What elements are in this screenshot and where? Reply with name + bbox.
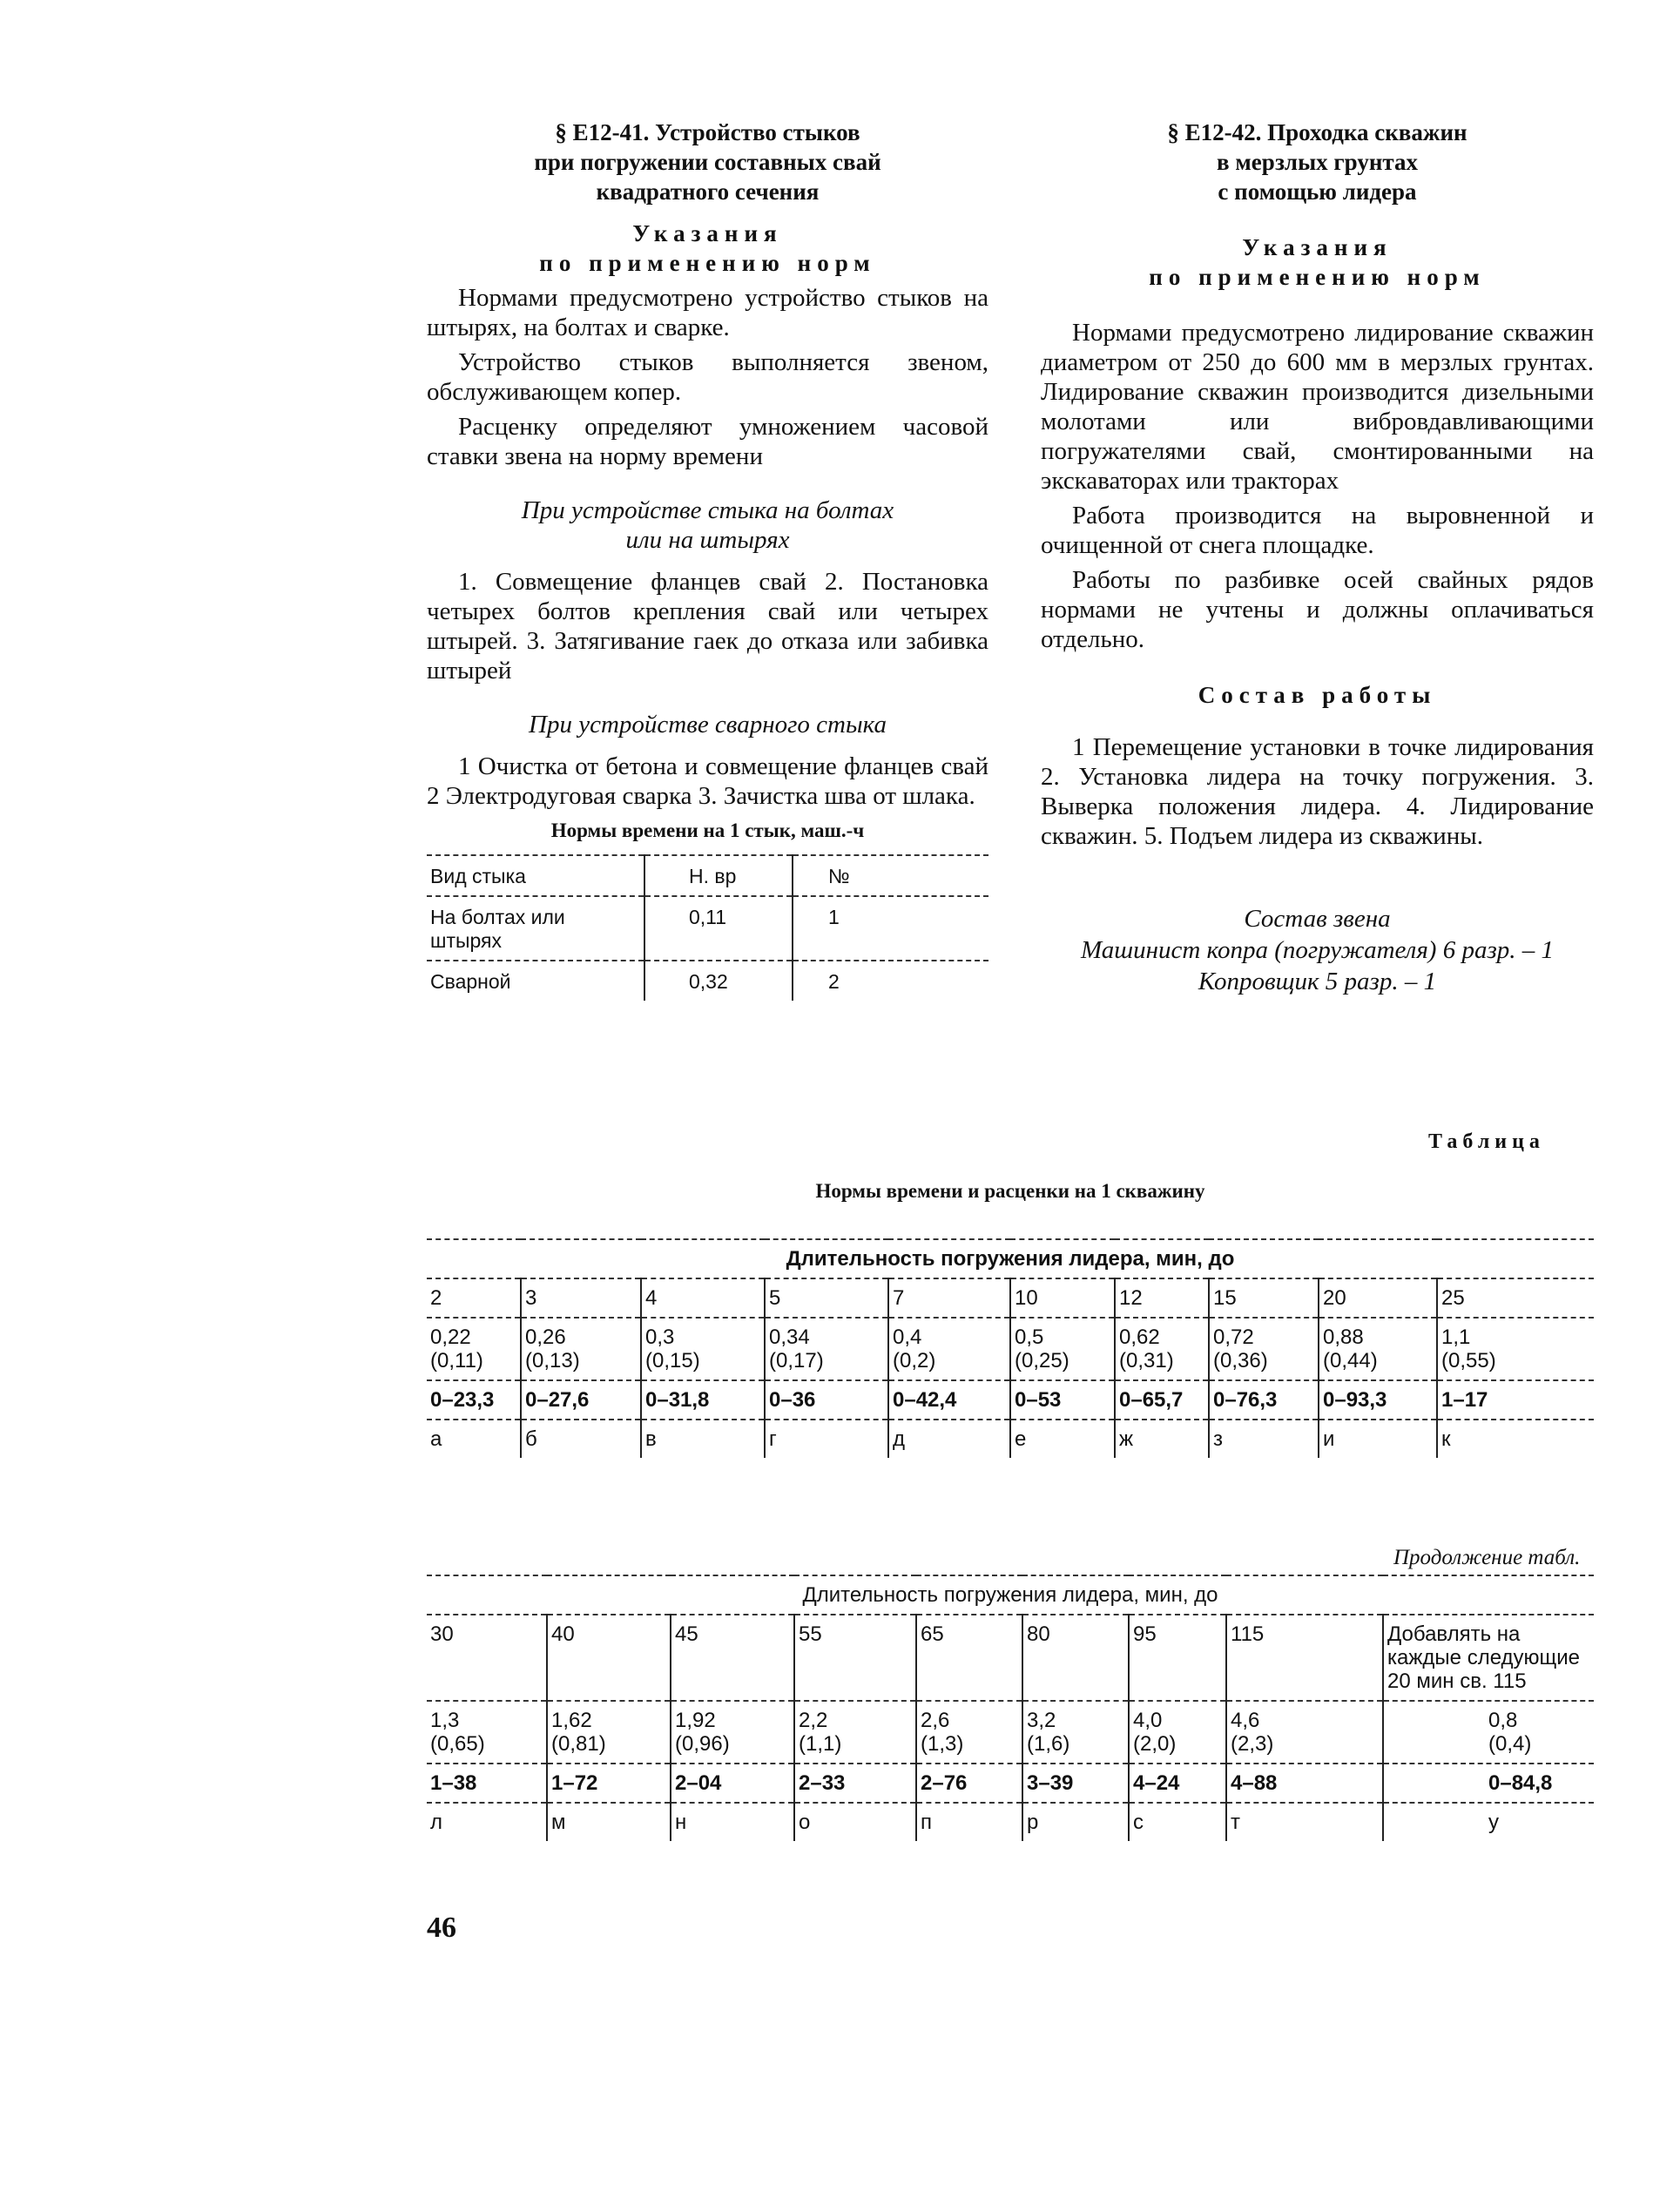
table-row <box>427 1278 1594 1318</box>
paragraph: Нормами предусмотрено устройство стыков на штырях, на болтах и сварке. <box>427 284 988 341</box>
duration-cell: Добавлять на каждые следующие 20 мин св. 115 <box>1383 1615 1594 1701</box>
table-cell: Сварной <box>430 970 511 993</box>
price-cell: 2–33 <box>794 1764 916 1803</box>
table-cell: 0,32 <box>644 961 793 1001</box>
duration-cell: 5 <box>765 1278 888 1318</box>
price-cell: 4–88 <box>1226 1764 1383 1803</box>
duration-cell: 115 <box>1226 1615 1383 1701</box>
duration-cell: 10 <box>1010 1278 1115 1318</box>
leader-norms-table-continued <box>427 1575 1594 1841</box>
norm-cell: 1,3 (0,65) <box>427 1701 547 1764</box>
norm-cell: 0,34 (0,17) <box>765 1318 888 1380</box>
letter-cell: л <box>430 1811 443 1834</box>
letter-cell: б <box>521 1420 641 1458</box>
norm-cell: 0,26 (0,13) <box>521 1318 641 1380</box>
duration-cell: 80 <box>1022 1615 1129 1701</box>
table-row <box>427 961 988 1001</box>
norm-cell: 0,8 (0,4) <box>1383 1701 1594 1764</box>
table-cell: 1 <box>793 896 988 961</box>
left-column <box>427 118 988 1001</box>
price-cell: 0–27,6 <box>521 1380 641 1420</box>
letter-cell: п <box>916 1803 1022 1841</box>
duration-cell: 30 <box>427 1615 547 1701</box>
continuation-label: Продолжение табл. <box>1393 1546 1581 1569</box>
letter-cell: у <box>1383 1803 1594 1841</box>
duration-cell: 40 <box>547 1615 671 1701</box>
price-cell: 0–31,8 <box>641 1380 765 1420</box>
duration-cell: 55 <box>794 1615 916 1701</box>
letter-cell: о <box>794 1803 916 1841</box>
joint-norms-table <box>427 854 988 1001</box>
crew-title: Состав звена <box>1244 905 1391 933</box>
price-cell: 0–23,3 <box>427 1380 521 1420</box>
norm-cell: 4,0 (2,0) <box>1129 1701 1226 1764</box>
letter-cell: и <box>1319 1420 1437 1458</box>
letter-cell: т <box>1226 1803 1383 1841</box>
price-cell: 3–39 <box>1022 1764 1129 1803</box>
table-caption: Нормы времени на 1 стык, маш.-ч <box>550 819 865 841</box>
price-cell: 2–76 <box>916 1764 1022 1803</box>
norm-cell: 2,2 (1,1) <box>794 1701 916 1764</box>
table-header-row <box>427 1575 1594 1615</box>
duration-cell: 3 <box>521 1278 641 1318</box>
paragraph: 1 Перемещение установки в точке лидирования 2. Установка лидера на точку погружения. 3. Выверка положения лидера. 4. Лидирование скважин. 5. Подъем лидера из скважины. <box>1041 733 1594 850</box>
norm-cell: 0,5 (0,25) <box>1010 1318 1115 1380</box>
price-cell: 4–24 <box>1129 1764 1226 1803</box>
price-cell: 2–04 <box>671 1764 794 1803</box>
norm-cell: 0,88 (0,44) <box>1319 1318 1437 1380</box>
norm-cell: 0,22 (0,11) <box>427 1318 521 1380</box>
table-row <box>427 1318 1594 1380</box>
price-cell: 1–17 <box>1437 1380 1594 1420</box>
norm-cell: 0,3 (0,15) <box>641 1318 765 1380</box>
letter-cell: ж <box>1115 1420 1209 1458</box>
right-column <box>1041 118 1594 997</box>
table-header-row <box>427 1239 1594 1278</box>
letter-cell: н <box>671 1803 794 1841</box>
table-row <box>427 1380 1594 1420</box>
norm-cell: 2,6 (1,3) <box>916 1701 1022 1764</box>
duration-cell: 45 <box>671 1615 794 1701</box>
column-header: Вид стыка <box>430 865 526 887</box>
norm-cell: 4,6 (2,3) <box>1226 1701 1383 1764</box>
duration-cell: 95 <box>1129 1615 1226 1701</box>
price-cell: 0–53 <box>1010 1380 1115 1420</box>
norm-cell: 1,62 (0,81) <box>547 1701 671 1764</box>
duration-cell: 25 <box>1437 1278 1594 1318</box>
price-cell: 0–76,3 <box>1209 1380 1319 1420</box>
table-caption: Нормы времени и расценки на 1 скважину <box>815 1180 1205 1202</box>
letter-cell: р <box>1022 1803 1129 1841</box>
paragraph: 1 Очистка от бетона и совмещение фланцев свай 2 Электродуговая сварка 3. Зачистка шва от шлака. <box>427 752 988 810</box>
norm-cell: 0,62 (0,31) <box>1115 1318 1209 1380</box>
price-cell: 1–72 <box>547 1764 671 1803</box>
paragraph: Работа производится на выровненной и очищенной от снега площадке. <box>1041 502 1594 559</box>
paragraph: 1. Совмещение фланцев свай 2. Постановка четырех болтов крепления свай или четырех штырей. 3. Затягивание гаек до отказа или забивка штырей <box>427 568 988 685</box>
price-cell: 0–65,7 <box>1115 1380 1209 1420</box>
table-row <box>427 1701 1594 1764</box>
duration-cell: 15 <box>1209 1278 1319 1318</box>
price-cell: 1–38 <box>427 1764 547 1803</box>
paragraph: Расценку определяют умножением часовой ставки звена на норму времени <box>427 413 988 470</box>
table-cell: 2 <box>793 961 988 1001</box>
table-cell: На болтах или штырях <box>430 906 565 952</box>
norm-cell: 1,1 (0,55) <box>1437 1318 1594 1380</box>
table-row <box>427 1420 1594 1458</box>
letter-cell: с <box>1129 1803 1226 1841</box>
paragraph: Устройство стыков выполняется звеном, обслуживающем копер. <box>427 348 988 406</box>
duration-cell: 65 <box>916 1615 1022 1701</box>
column-header: Длительность погружения лидера, мин, до <box>427 1239 1594 1278</box>
letter-cell: к <box>1437 1420 1594 1458</box>
norm-cell: 0,4 (0,2) <box>888 1318 1010 1380</box>
table-label: Таблица <box>1428 1130 1545 1153</box>
duration-cell: 20 <box>1319 1278 1437 1318</box>
table-row <box>427 1764 1594 1803</box>
norm-cell: 0,72 (0,36) <box>1209 1318 1319 1380</box>
table-row <box>427 1803 1594 1841</box>
section-title-e12-42: § Е12-42. Проходка скважин в мерзлых грунтах с помощью лидера <box>1167 119 1467 205</box>
guidelines-heading: Указания по применению норм <box>1149 234 1486 290</box>
table-header-row <box>427 855 988 896</box>
table-row <box>427 1615 1594 1701</box>
crew-line: Копровщик 5 разр. – 1 <box>1198 968 1437 995</box>
duration-cell: 7 <box>888 1278 1010 1318</box>
norm-cell: 3,2 (1,6) <box>1022 1701 1129 1764</box>
price-cell: 0–42,4 <box>888 1380 1010 1420</box>
letter-cell: м <box>547 1803 671 1841</box>
leader-norms-table <box>427 1238 1594 1458</box>
letter-cell: д <box>888 1420 1010 1458</box>
letter-cell: а <box>430 1427 442 1451</box>
table-cell: 0,11 <box>644 896 793 961</box>
column-header: Н. вр <box>644 855 793 896</box>
price-cell: 0–36 <box>765 1380 888 1420</box>
duration-cell: 2 <box>427 1278 521 1318</box>
letter-cell: в <box>641 1420 765 1458</box>
page-number: 46 <box>427 1912 456 1944</box>
paragraph: Нормами предусмотрено лидирование скважин диаметром от 250 до 600 мм в мерзлых грунтах. Лидирование скважин производится дизельными молотами или вибровдавливающими погружателями свай, смонтированными на экскаваторах или тракторах <box>1041 319 1594 495</box>
duration-cell: 12 <box>1115 1278 1209 1318</box>
section-title-e12-41: § Е12-41. Устройство стыков при погружении составных свай квадратного сечения <box>534 119 881 205</box>
guidelines-heading: Указания по применению норм <box>539 220 876 276</box>
letter-cell: е <box>1010 1420 1115 1458</box>
subheading-welded: При устройстве сварного стыка <box>529 711 887 739</box>
table-row <box>427 896 988 961</box>
column-header: Длительность погружения лидера, мин, до <box>427 1575 1594 1615</box>
work-composition-heading: Состав работы <box>1198 682 1437 708</box>
column-header: № <box>793 855 988 896</box>
price-cell: 0–93,3 <box>1319 1380 1437 1420</box>
subheading-bolts: При устройстве стыка на болтах или на штырях <box>521 496 894 554</box>
letter-cell: з <box>1209 1420 1319 1458</box>
letter-cell: г <box>765 1420 888 1458</box>
paragraph: Работы по разбивке осей свайных рядов нормами не учтены и должны оплачиваться отдельно. <box>1041 566 1594 653</box>
price-cell: 0–84,8 <box>1383 1764 1594 1803</box>
crew-line: Машинист копра (погружателя) 6 разр. – 1 <box>1080 936 1555 964</box>
norm-cell: 1,92 (0,96) <box>671 1701 794 1764</box>
duration-cell: 4 <box>641 1278 765 1318</box>
